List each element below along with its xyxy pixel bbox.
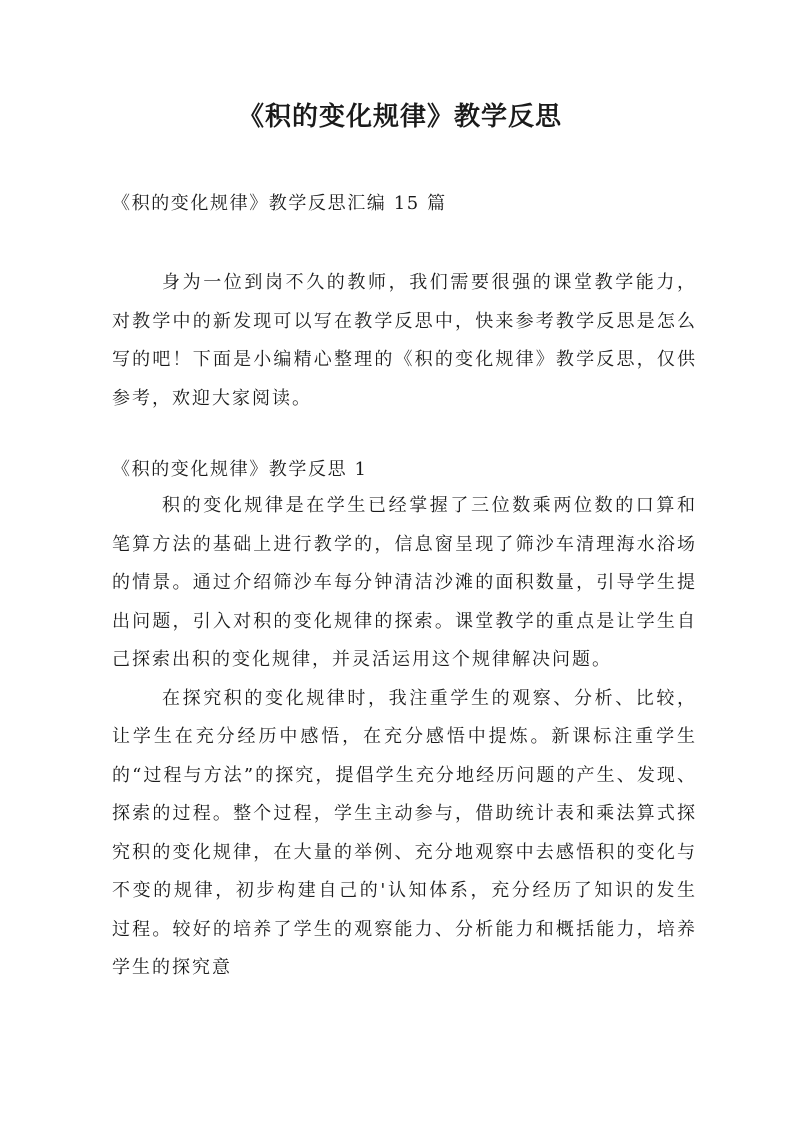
document-title: 《积的变化规律》教学反思 — [237, 102, 562, 132]
intro-paragraph: 身为一位到岗不久的教师，我们需要很强的课堂教学能力，对教学中的新发现可以写在教学反思中，快来参考教学反思是怎么写的吧！下面是小编精心整理的《积的变化规律》教学反思，仅供参考，欢迎大家阅读。 — [112, 272, 697, 409]
body-paragraph: 在探究积的变化规律时，我注重学生的观察、分析、比较，让学生在充分经历中感悟，在充分感悟中提炼。新课标注重学生的“过程与方法”的探究，提倡学生充分地经历问题的产生、发现、探索的过程。整个过程，学生主动参与，借助统计表和乘法算式探究积的变化规律，在大量的举例、充分地观察中去感悟积的变化与不变的规律，初步构建自己的'认知体系，充分经历了知识的发生过程。较好的培养了学生的观察能力、分析能力和概括能力，培养学生的探究意 — [112, 687, 697, 978]
section-body — [112, 487, 697, 988]
body-paragraph: 积的变化规律是在学生已经掌握了三位数乘两位数的口算和笔算方法的基础上进行教学的，信息窗呈现了筛沙车清理海水浴场的情景。通过介绍筛沙车每分钟清洁沙滩的面积数量，引导学生提出问题，引入对积的变化规律的探索。课堂教学的重点是让学生自己探索出积的变化规律，并灵活运用这个规律解决问题。 — [112, 495, 697, 670]
document-subtitle: 《积的变化规律》教学反思汇编 15 篇 — [112, 193, 447, 214]
section-heading: 《积的变化规律》教学反思 1 — [112, 459, 368, 480]
